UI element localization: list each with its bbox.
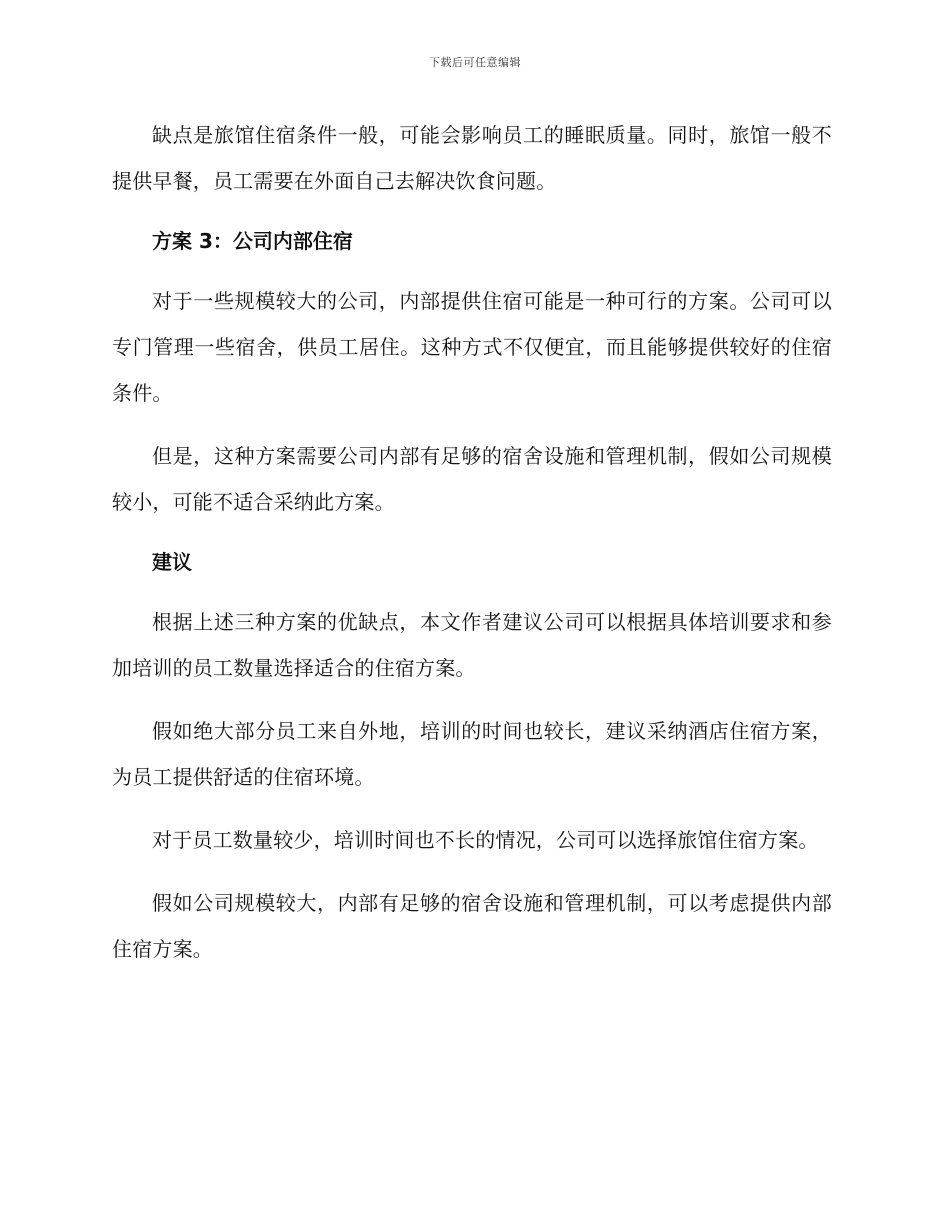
paragraph-suggestion-intro: 根据上述三种方案的优缺点，本文作者建议公司可以根据具体培训要求和参加培训的员工数量选择适合的住宿方案。 xyxy=(112,610,832,680)
paragraph-internal-housing: 对于一些规模较大的公司，内部提供住宿可能是一种可行的方案。公司可以专门管理一些宿舍，供员工居住。这种方式不仅便宜，而且能够提供较好的住宿条件。 xyxy=(112,289,832,405)
paragraph-suggestion-hostel: 对于员工数量较少，培训时间也不长的情况，公司可以选择旅馆住宿方案。 xyxy=(152,828,819,852)
paragraph-suggestion-internal: 假如公司规模较大，内部有足够的宿舍设施和管理机制，可以考虑提供内部住宿方案。 xyxy=(112,891,832,961)
paragraph-internal-housing-limits: 但是，这种方案需要公司内部有足够的宿舍设施和管理机制，假如公司规模较小，可能不适合采纳此方案。 xyxy=(112,444,832,514)
heading-suggestion: 建议 xyxy=(152,550,192,574)
paragraph-hostel-drawbacks: 缺点是旅馆住宿条件一般，可能会影响员工的睡眠质量。同时，旅馆一般不提供早餐，员工需要在外面自己去解决饮食问题。 xyxy=(112,123,832,193)
document-body xyxy=(112,112,832,989)
paragraph-suggestion-hotel: 假如绝大部分员工来自外地，培训的时间也较长，建议采纳酒店住宿方案，为员工提供舒适的住宿环境。 xyxy=(112,719,832,789)
heading-plan-3: 方案 3：公司内部住宿 xyxy=(152,229,353,253)
header-note: 下载后可任意编辑 xyxy=(429,56,521,69)
